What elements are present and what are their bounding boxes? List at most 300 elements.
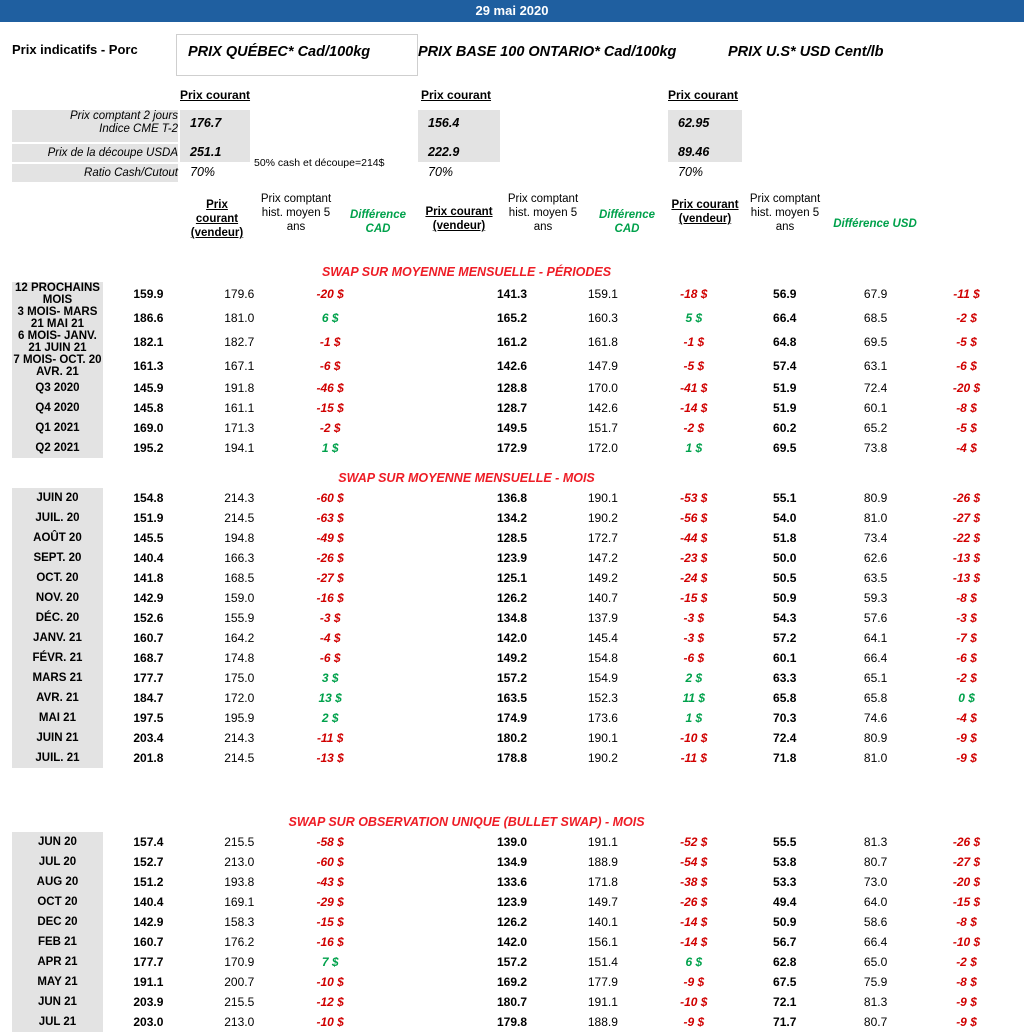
cell-qc-current: 191.1 <box>133 975 164 989</box>
table-row <box>12 972 1012 992</box>
cell-us-hist: 57.6 <box>863 611 888 625</box>
cell-qc-diff: -1 $ <box>319 335 341 349</box>
cell-qc-current: 152.7 <box>133 855 164 869</box>
cell-on-diff: -56 $ <box>680 511 708 525</box>
cell-on-hist: 170.0 <box>587 381 618 395</box>
cell-us-hist: 73.8 <box>863 441 888 455</box>
table-row <box>12 438 1012 458</box>
cell-row-label: DEC 20 <box>12 912 103 932</box>
cell-us-diff: -27 $ <box>952 511 981 525</box>
cell-qc-current: 201.8 <box>133 751 164 765</box>
cell-qc-hist: 200.7 <box>224 975 255 989</box>
cell-qc-current: 157.4 <box>133 835 164 849</box>
cell-row-label: APR 21 <box>12 952 103 972</box>
cell-on-current: 133.6 <box>496 875 527 889</box>
cell-qc-diff: -15 $ <box>316 401 344 415</box>
cell-qc-diff: -43 $ <box>316 875 344 889</box>
cell-qc-hist: 161.1 <box>224 401 255 415</box>
cell-row-label: JUIN 20 <box>12 488 103 508</box>
cell-gap <box>376 1012 467 1032</box>
cell-qc-current: 168.7 <box>133 651 164 665</box>
cell-qc-current: 203.9 <box>133 995 164 1009</box>
cell-us-current: 50.5 <box>773 571 797 585</box>
cell-qc-diff: -60 $ <box>316 855 344 869</box>
colheader-on-hist: Prix comptant hist. moyen 5 ans <box>507 193 579 233</box>
cell-us-diff: -7 $ <box>956 631 977 645</box>
table-row <box>12 648 1012 668</box>
table-row <box>12 548 1012 568</box>
section-title: SWAP SUR MOYENNE MENSUELLE - MOIS <box>338 471 595 485</box>
cell-on-current: 126.2 <box>496 915 527 929</box>
cell-on-current: 163.5 <box>496 691 527 705</box>
cell-on-diff: -3 $ <box>683 611 705 625</box>
cell-on-current: 169.2 <box>496 975 527 989</box>
cell-us-hist: 80.7 <box>863 855 888 869</box>
cell-qc-current: 203.4 <box>133 731 164 745</box>
cell-on-diff: -24 $ <box>680 571 708 585</box>
cell-us-current: 65.8 <box>773 691 797 705</box>
colheader-qc-diff: Différence CAD <box>349 209 407 235</box>
cell-qc-current: 195.2 <box>133 441 164 455</box>
cell-on-hist: 190.2 <box>587 511 618 525</box>
cell-qc-current: 145.8 <box>133 401 164 415</box>
cell-on-current: 128.7 <box>496 401 527 415</box>
indicative-label-0-line1: Prix comptant 2 jours <box>69 110 178 122</box>
cell-row-label: Q2 2021 <box>12 438 103 458</box>
cell-gap <box>376 912 467 932</box>
colheader-on-diff: Différence CAD <box>598 209 656 235</box>
table-row <box>12 952 1012 972</box>
cell-us-diff: -13 $ <box>952 571 981 585</box>
cell-us-diff: -4 $ <box>956 711 977 725</box>
column-title-quebec: PRIX QUÉBEC* Cad/100kg <box>188 44 371 60</box>
cell-row-label: AOÛT 20 <box>12 528 103 548</box>
cell-us-current: 71.8 <box>773 751 797 765</box>
price-table-body <box>12 262 1012 1032</box>
cell-qc-current: 152.6 <box>133 611 164 625</box>
cell-us-current: 62.8 <box>773 955 797 969</box>
indicative-value-1-ontario: 222.9 <box>428 145 460 159</box>
cell-gap <box>376 354 467 378</box>
cell-on-diff: -9 $ <box>683 975 705 989</box>
table-row <box>12 282 1012 306</box>
cell-on-current: 134.8 <box>496 611 527 625</box>
cell-qc-current: 203.0 <box>133 1015 164 1029</box>
cell-qc-hist: 170.9 <box>224 955 255 969</box>
table-row <box>12 488 1012 508</box>
cell-row-label: FÉVR. 21 <box>12 648 103 668</box>
cell-qc-current: 177.7 <box>133 955 164 969</box>
cell-gap <box>376 568 467 588</box>
cell-qc-hist: 215.5 <box>224 835 255 849</box>
cell-gap <box>376 952 467 972</box>
cell-qc-hist: 169.1 <box>224 895 255 909</box>
cell-us-current: 50.0 <box>773 551 797 565</box>
cell-qc-hist: 171.3 <box>224 421 255 435</box>
cell-on-diff: -18 $ <box>680 287 708 301</box>
page-title: Prix indicatifs - Porc <box>12 42 138 57</box>
cell-qc-current: 142.9 <box>133 591 164 605</box>
cell-qc-hist: 214.3 <box>224 491 255 505</box>
indicative-value-0-quebec: 176.7 <box>190 116 222 130</box>
table-row <box>12 588 1012 608</box>
cell-qc-hist: 164.2 <box>224 631 255 645</box>
cell-us-hist: 58.6 <box>863 915 888 929</box>
section-title-row <box>12 262 1012 282</box>
cell-us-hist: 63.1 <box>863 359 888 373</box>
cell-row-label: NOV. 20 <box>12 588 103 608</box>
cell-row-label: JUN 20 <box>12 832 103 852</box>
cell-us-current: 54.0 <box>773 511 797 525</box>
cell-us-hist: 69.5 <box>863 335 888 349</box>
cell-on-hist: 172.0 <box>587 441 618 455</box>
cell-on-current: 174.9 <box>496 711 527 725</box>
cell-us-hist: 66.4 <box>863 651 888 665</box>
cell-on-hist: 188.9 <box>587 1015 618 1029</box>
cell-qc-hist: 193.8 <box>224 875 255 889</box>
cell-us-hist: 66.4 <box>863 935 888 949</box>
cell-qc-current: 140.4 <box>133 895 164 909</box>
cell-row-label: Q1 2021 <box>12 418 103 438</box>
indicative-label-0 <box>12 110 178 142</box>
cell-us-hist: 72.4 <box>863 381 888 395</box>
cell-row-label: JUL 20 <box>12 852 103 872</box>
cell-on-hist: 145.4 <box>587 631 618 645</box>
table-row <box>12 528 1012 548</box>
cell-qc-hist: 182.7 <box>224 335 255 349</box>
cell-us-hist: 73.4 <box>863 531 888 545</box>
cell-us-current: 71.7 <box>773 1015 797 1029</box>
cell-on-current: 180.2 <box>496 731 527 745</box>
table-row <box>12 608 1012 628</box>
cell-row-label: AUG 20 <box>12 872 103 892</box>
table-row <box>12 628 1012 648</box>
cell-on-current: 172.9 <box>496 441 527 455</box>
cell-row-label: JUIL. 20 <box>12 508 103 528</box>
cell-gap <box>376 992 467 1012</box>
cell-qc-current: 145.9 <box>133 381 164 395</box>
cash-cutout-note: 50% cash et découpe=214$ <box>254 157 385 169</box>
cell-qc-current: 182.1 <box>133 335 164 349</box>
cell-qc-diff: -3 $ <box>319 611 341 625</box>
cell-us-diff: -5 $ <box>956 335 977 349</box>
cell-us-current: 60.1 <box>773 651 797 665</box>
cell-us-diff: -6 $ <box>956 651 977 665</box>
indicative-label-2: Ratio Cash/Cutout <box>12 164 178 182</box>
cell-us-current: 51.9 <box>773 381 797 395</box>
cell-on-current: 128.8 <box>496 381 527 395</box>
cell-on-hist: 149.7 <box>587 895 618 909</box>
cell-on-current: 179.8 <box>496 1015 527 1029</box>
cell-on-current: 161.2 <box>496 335 527 349</box>
cell-us-diff: -20 $ <box>952 875 981 889</box>
cell-us-hist: 60.1 <box>863 401 888 415</box>
cell-qc-diff: 7 $ <box>321 955 339 969</box>
cell-on-hist: 154.9 <box>587 671 618 685</box>
cell-on-diff: -14 $ <box>680 401 708 415</box>
cell-on-diff: -10 $ <box>680 995 708 1009</box>
cell-row-label: AVR. 21 <box>12 688 103 708</box>
cell-qc-hist: 172.0 <box>224 691 255 705</box>
price-table <box>12 262 1012 1032</box>
cell-qc-current: 140.4 <box>133 551 164 565</box>
cell-qc-diff: -63 $ <box>316 511 344 525</box>
cell-qc-current: 145.5 <box>133 531 164 545</box>
colheader-us-current: Prix courant (vendeur) <box>671 199 739 225</box>
cell-on-diff: -10 $ <box>680 731 708 745</box>
cell-gap <box>376 972 467 992</box>
table-row <box>12 832 1012 852</box>
cell-on-diff: -2 $ <box>683 421 705 435</box>
cell-us-diff: -2 $ <box>956 311 977 325</box>
cell-on-hist: 140.1 <box>587 915 618 929</box>
cell-on-hist: 156.1 <box>587 935 618 949</box>
cell-qc-diff: -10 $ <box>316 1015 344 1029</box>
cell-on-current: 180.7 <box>496 995 527 1009</box>
cell-us-current: 50.9 <box>773 591 797 605</box>
cell-qc-diff: 6 $ <box>321 311 339 325</box>
table-row <box>12 568 1012 588</box>
cell-on-hist: 154.8 <box>587 651 618 665</box>
table-row <box>12 398 1012 418</box>
cell-us-current: 55.1 <box>773 491 797 505</box>
colheader-qc-current: Prix courant (vendeur) <box>190 199 244 239</box>
cell-qc-current: 151.9 <box>133 511 164 525</box>
cell-row-label: MAI 21 <box>12 708 103 728</box>
cell-us-hist: 80.7 <box>863 1015 888 1029</box>
cell-qc-diff: -27 $ <box>316 571 344 585</box>
cell-us-hist: 59.3 <box>863 591 888 605</box>
cell-us-diff: -3 $ <box>956 611 977 625</box>
cell-on-current: 142.0 <box>496 935 527 949</box>
cell-qc-current: 160.7 <box>133 935 164 949</box>
table-row <box>12 728 1012 748</box>
table-row <box>12 912 1012 932</box>
cell-on-hist: 147.9 <box>587 359 618 373</box>
colheader-qc-hist: Prix comptant hist. moyen 5 ans <box>260 193 332 233</box>
cell-qc-diff: -11 $ <box>316 731 344 745</box>
indicative-value-2-quebec: 70% <box>190 165 216 179</box>
cell-us-current: 55.5 <box>773 835 797 849</box>
colheader-us-diff: Différence USD <box>833 218 917 230</box>
indicative-value-2-ontario: 70% <box>428 165 454 179</box>
cell-us-current: 70.3 <box>773 711 797 725</box>
cell-qc-current: 159.9 <box>133 287 164 301</box>
cell-row-label: Q4 2020 <box>12 398 103 418</box>
table-row <box>12 418 1012 438</box>
cell-us-hist: 80.9 <box>863 491 888 505</box>
cell-on-current: 142.6 <box>496 359 527 373</box>
indicative-label-1: Prix de la découpe USDA <box>12 144 178 162</box>
table-row <box>12 668 1012 688</box>
cell-on-hist: 190.2 <box>587 751 618 765</box>
cell-us-diff: -9 $ <box>956 751 977 765</box>
cell-row-label: 12 PROCHAINS MOIS <box>12 282 103 306</box>
cell-us-diff: -27 $ <box>952 855 981 869</box>
spacer-row <box>12 458 1012 468</box>
cell-us-diff: -26 $ <box>952 835 981 849</box>
cell-on-current: 178.8 <box>496 751 527 765</box>
cell-qc-hist: 168.5 <box>224 571 255 585</box>
cell-us-diff: -20 $ <box>952 381 981 395</box>
cell-us-hist: 74.6 <box>863 711 888 725</box>
cell-gap <box>376 282 467 306</box>
indicative-value-2-us: 70% <box>678 165 704 179</box>
table-row <box>12 1012 1012 1032</box>
cell-qc-diff: -6 $ <box>319 359 341 373</box>
cell-qc-hist: 194.1 <box>224 441 255 455</box>
price-current-label-us: Prix courant <box>668 88 739 102</box>
cell-qc-hist: 215.5 <box>224 995 255 1009</box>
date-banner: 29 mai 2020 <box>0 0 1024 22</box>
price-current-label-quebec: Prix courant <box>180 88 251 102</box>
cell-row-label: 3 MOIS- MARS 21 MAI 21 <box>12 306 103 330</box>
cell-qc-current: 160.7 <box>133 631 164 645</box>
cell-on-hist: 160.3 <box>587 311 618 325</box>
cell-us-current: 51.9 <box>773 401 797 415</box>
cell-on-current: 123.9 <box>496 551 527 565</box>
cell-qc-current: 177.7 <box>133 671 164 685</box>
cell-qc-current: 151.2 <box>133 875 164 889</box>
cell-gap <box>376 932 467 952</box>
cell-us-diff: -2 $ <box>956 955 977 969</box>
cell-row-label: JUN 21 <box>12 992 103 1012</box>
cell-on-diff: -9 $ <box>683 1015 705 1029</box>
cell-gap <box>376 418 467 438</box>
cell-qc-hist: 213.0 <box>224 855 255 869</box>
cell-on-diff: 1 $ <box>685 441 703 455</box>
cell-gap <box>376 648 467 668</box>
cell-us-current: 56.9 <box>773 287 797 301</box>
cell-us-current: 72.1 <box>773 995 797 1009</box>
cell-on-hist: 152.3 <box>587 691 618 705</box>
cell-on-hist: 173.6 <box>587 711 618 725</box>
cell-on-current: 125.1 <box>496 571 527 585</box>
cell-on-diff: -11 $ <box>680 751 708 765</box>
cell-on-hist: 191.1 <box>587 995 618 1009</box>
cell-on-diff: -15 $ <box>680 591 708 605</box>
cell-us-diff: -4 $ <box>956 441 977 455</box>
cell-us-hist: 64.1 <box>863 631 888 645</box>
cell-on-diff: -26 $ <box>680 895 708 909</box>
cell-on-current: 149.2 <box>496 651 527 665</box>
cell-us-hist: 62.6 <box>863 551 888 565</box>
cell-on-current: 149.5 <box>496 421 527 435</box>
cell-qc-diff: -49 $ <box>316 531 344 545</box>
cell-on-hist: 171.8 <box>587 875 618 889</box>
indicative-value-1-quebec: 251.1 <box>190 145 222 159</box>
colheader-us-hist: Prix comptant hist. moyen 5 ans <box>749 193 821 233</box>
cell-us-diff: -15 $ <box>952 895 981 909</box>
cell-qc-diff: -16 $ <box>316 591 344 605</box>
cell-us-diff: -8 $ <box>956 915 977 929</box>
cell-on-current: 136.8 <box>496 491 527 505</box>
cell-on-diff: -52 $ <box>680 835 708 849</box>
report-header <box>0 24 1024 184</box>
cell-us-hist: 65.2 <box>863 421 888 435</box>
indicative-value-1-us: 89.46 <box>678 145 710 159</box>
cell-on-diff: -38 $ <box>680 875 708 889</box>
cell-us-current: 53.8 <box>773 855 797 869</box>
table-row <box>12 748 1012 768</box>
cell-on-current: 126.2 <box>496 591 527 605</box>
cell-qc-diff: -15 $ <box>316 915 344 929</box>
table-row <box>12 378 1012 398</box>
cell-qc-diff: -29 $ <box>316 895 344 909</box>
cell-qc-hist: 179.6 <box>224 287 255 301</box>
cell-qc-hist: 214.5 <box>224 511 255 525</box>
cell-on-hist: 172.7 <box>587 531 618 545</box>
cell-us-diff: -10 $ <box>952 935 981 949</box>
cell-us-hist: 65.8 <box>863 691 888 705</box>
cell-qc-diff: -46 $ <box>316 381 344 395</box>
cell-qc-diff: -13 $ <box>316 751 344 765</box>
cell-us-diff: -5 $ <box>956 421 977 435</box>
cell-qc-current: 197.5 <box>133 711 164 725</box>
cell-on-diff: -5 $ <box>683 359 705 373</box>
cell-gap <box>376 608 467 628</box>
cell-on-diff: -3 $ <box>683 631 705 645</box>
cell-qc-hist: 175.0 <box>224 671 255 685</box>
cell-us-current: 49.4 <box>773 895 797 909</box>
cell-on-diff: -53 $ <box>680 491 708 505</box>
cell-us-current: 50.9 <box>773 915 797 929</box>
cell-gap <box>376 668 467 688</box>
cell-gap <box>376 872 467 892</box>
table-row <box>12 932 1012 952</box>
cell-qc-hist: 174.8 <box>224 651 255 665</box>
cell-on-diff: 5 $ <box>685 311 703 325</box>
cell-us-diff: -26 $ <box>952 491 981 505</box>
cell-us-hist: 68.5 <box>863 311 888 325</box>
cell-us-hist: 81.3 <box>863 835 888 849</box>
cell-gap <box>376 852 467 872</box>
cell-us-current: 57.4 <box>773 359 797 373</box>
cell-on-current: 123.9 <box>496 895 527 909</box>
cell-qc-diff: -6 $ <box>319 651 341 665</box>
cell-us-hist: 64.0 <box>863 895 888 909</box>
spacer-row <box>12 768 1012 812</box>
cell-gap <box>376 728 467 748</box>
cell-gap <box>376 488 467 508</box>
cell-qc-hist: 167.1 <box>224 359 255 373</box>
cell-us-hist: 75.9 <box>863 975 888 989</box>
cell-us-hist: 81.0 <box>863 751 888 765</box>
cell-on-hist: 142.6 <box>587 401 618 415</box>
cell-qc-diff: -20 $ <box>316 287 344 301</box>
cell-qc-current: 184.7 <box>133 691 164 705</box>
cell-us-current: 69.5 <box>773 441 797 455</box>
cell-us-current: 72.4 <box>773 731 797 745</box>
cell-us-current: 51.8 <box>773 531 797 545</box>
cell-gap <box>376 832 467 852</box>
cell-us-current: 66.4 <box>773 311 797 325</box>
section-title: SWAP SUR MOYENNE MENSUELLE - PÉRIODES <box>321 265 612 279</box>
column-title-us: PRIX U.S* USD Cent/lb <box>728 44 884 60</box>
cell-gap <box>376 398 467 418</box>
cell-qc-hist: 214.5 <box>224 751 255 765</box>
cell-on-hist: 151.7 <box>587 421 618 435</box>
cell-us-diff: -11 $ <box>953 287 980 301</box>
cell-us-current: 53.3 <box>773 875 797 889</box>
cell-gap <box>376 438 467 458</box>
cell-us-diff: -9 $ <box>956 1015 977 1029</box>
cell-gap <box>376 378 467 398</box>
cell-us-diff: -8 $ <box>956 401 977 415</box>
cell-us-diff: -9 $ <box>956 995 977 1009</box>
cell-qc-diff: -58 $ <box>316 835 344 849</box>
cell-us-diff: -6 $ <box>956 359 977 373</box>
